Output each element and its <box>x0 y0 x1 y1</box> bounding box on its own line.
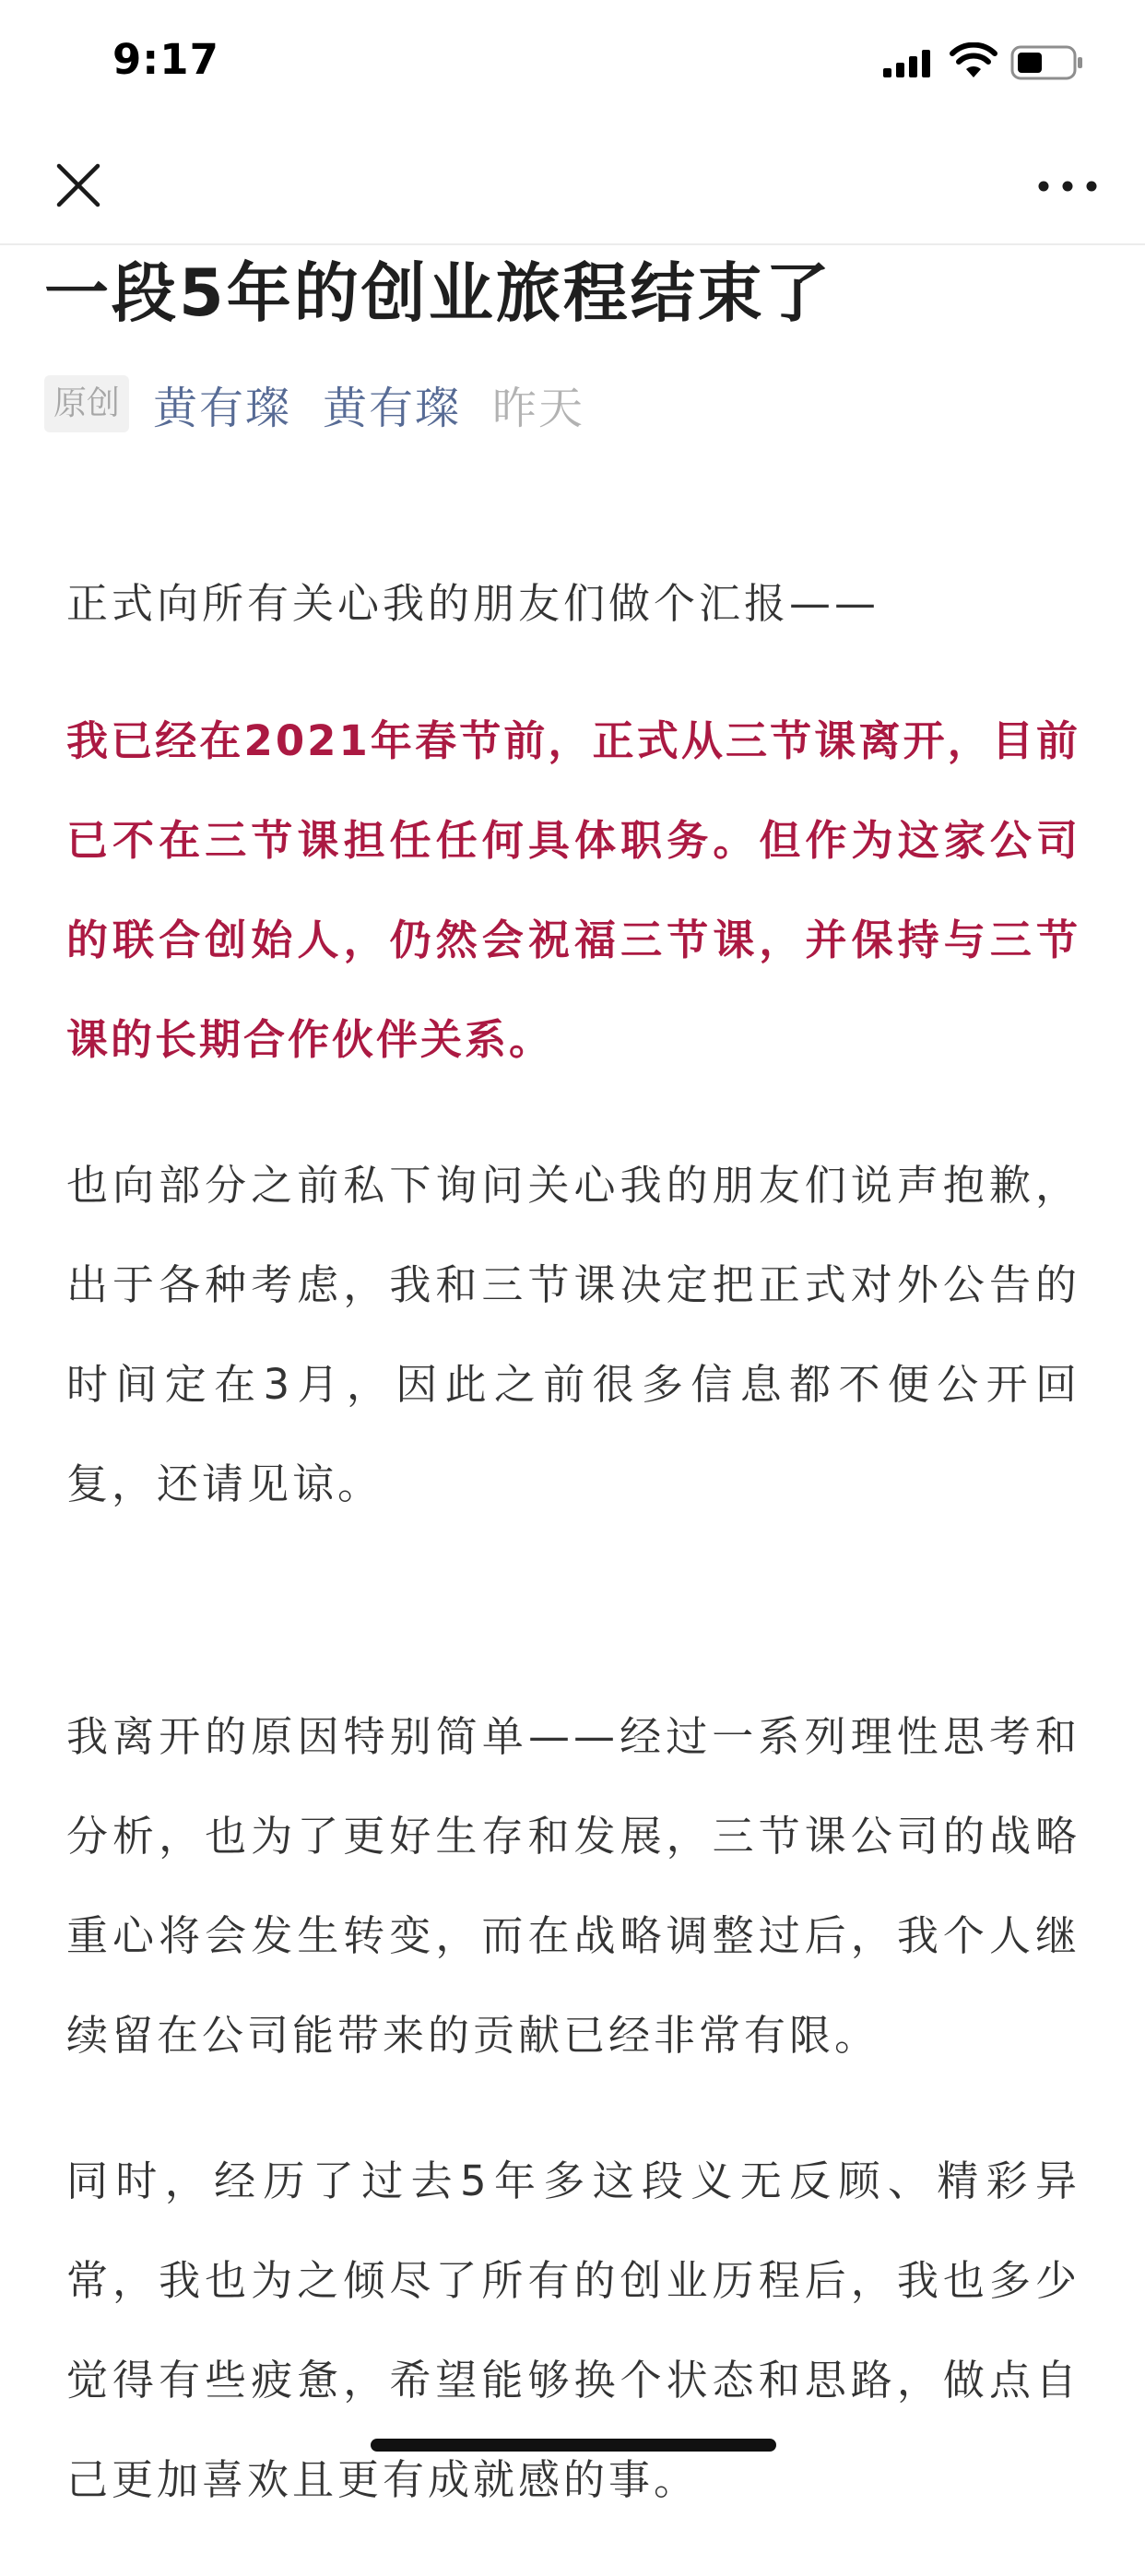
wifi-icon <box>950 42 997 79</box>
nav-bar <box>0 129 1145 245</box>
more-button[interactable] <box>1033 159 1103 214</box>
article-paragraph: 我离开的原因特别简单——经过一系列理性思考和分析，也为了更好生存和发展，三节课公司的战略重心将会发生转变，而在战略调整过后，我个人继续留在公司能带来的贡献已经非常有限。 <box>66 1712 1080 2060</box>
article-paragraph: 正式向所有关心我的朋友们做个汇报—— <box>66 579 880 628</box>
close-button[interactable] <box>48 155 109 216</box>
status-time: 9:17 <box>112 35 219 84</box>
close-icon <box>48 155 109 216</box>
original-badge: 原创 <box>44 375 129 432</box>
article-paragraph: 同时，经历了过去5年多这段义无反顾、精彩异常，我也为之倾尽了所有的创业历程后，我也多少觉得有些疲惫，希望能够换个状态和思路，做点自己更加喜欢且更有成就感的事。 <box>66 2157 1080 2504</box>
article-highlight-paragraph: 我已经在2021年春节前，正式从三节课离开，目前已不在三节课担任任何具体职务。但作为这家公司的联合创始人，仍然会祝福三节课，并保持与三节课的长期合作伙伴关系。 <box>66 716 1080 1064</box>
battery-icon <box>1010 44 1084 81</box>
author-name-link[interactable]: 黄有璨 <box>153 382 292 434</box>
publish-date: 昨天 <box>492 382 585 434</box>
signal-icon <box>883 50 935 77</box>
article-meta <box>44 374 584 433</box>
account-name-link[interactable]: 黄有璨 <box>323 382 462 434</box>
status-bar <box>0 0 1145 129</box>
article-body <box>66 562 1080 2576</box>
home-indicator <box>371 2439 776 2452</box>
article-paragraph: 也向部分之前私下询问关心我的朋友们说声抱歉，出于各种考虑，我和三节课决定把正式对外公告的时间定在3月，因此之前很多信息都不便公开回复，还请见谅。 <box>66 1161 1080 1508</box>
article-title: 一段5年的创业旅程结束了 <box>44 255 832 331</box>
more-icon <box>1033 159 1103 214</box>
